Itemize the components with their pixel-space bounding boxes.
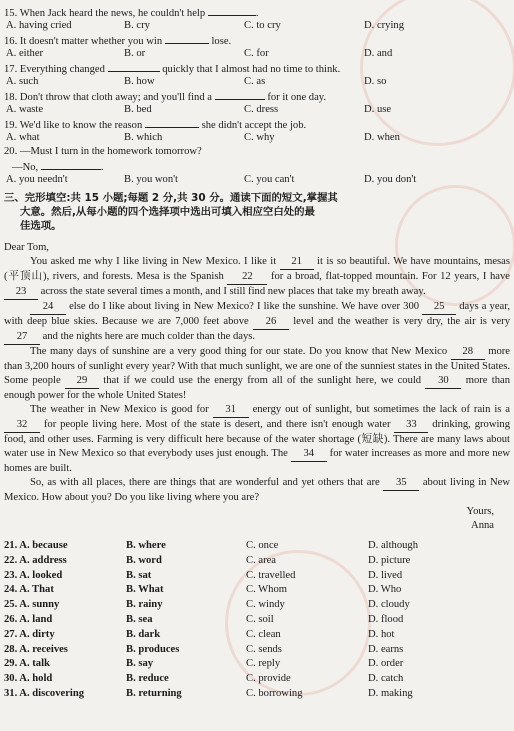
option-row-28: 28. A. receives B. produces C. sends D. earns [4, 643, 404, 655]
answer-blank [41, 159, 101, 170]
question-15: 15. When Jack heard the news, he couldn't help . [4, 5, 510, 19]
paragraph-3: The many days of sunshine are a very good thing for our state. Do you know that New Mexico 28 more than 3,200 hours of sunlight every year? With that much sunlight, we are one of the sunniest states in the United States. Some people 29 that if we could use the energy from all of the sunlight here, we could 30 more than enough power for the whole United States! [4, 346, 511, 401]
letter-closing: Yours, [466, 506, 494, 517]
option-a: A. waste [6, 104, 44, 115]
option-row-29: 29. A. talk B. say C. reply D. order [4, 658, 404, 670]
blank-32: 32 [4, 418, 40, 433]
question-18: 18. Don't throw that cloth away; and you'll find a for it one day. [4, 89, 510, 103]
blank-35: 35 [383, 476, 419, 491]
option-c: C. dress [244, 104, 279, 115]
option-c: C. you can't [244, 174, 295, 185]
section-heading: 三、完形填空:共 15 小题;每题 2 分,共 30 分。通读下面的短文,掌握其 大意。然后,从每小题的四个选择项中选出可填入相应空白处的最 佳选项。 [4, 192, 338, 232]
options-20 [4, 173, 510, 187]
question-16: 16. It doesn't matter whether you win lose. [4, 33, 510, 47]
answer-blank [215, 89, 265, 100]
question-stem: 15. When Jack heard the news, he couldn't help [4, 8, 206, 19]
option-c: C. for [244, 48, 269, 59]
question-20 [4, 145, 510, 159]
option-row-25: 25. A. sunny B. rainy C. windy D. cloudy [4, 599, 410, 611]
option-b: B. bed [124, 104, 152, 115]
options-17 [4, 75, 510, 89]
option-d: D. you don't [364, 174, 417, 185]
blank-26: 26 [253, 315, 289, 330]
question-stem: 19. We'd like to know the reason [4, 120, 143, 131]
cloze-letter [4, 241, 510, 533]
paragraph-4: The weather in New Mexico is good for 31 energy out of sunlight, but sometimes the lack of rain is a 32 for people living here. Most of the state is desert, and there isn't enough water 33 drinking, growing food, and other uses. Farming is very difficult here because of the water shortage (短缺). There are many laws about water use in New Mexico so that everybody uses just enough. The 34 for water increases as more and more new homes are built. [4, 404, 511, 474]
blank-30: 30 [425, 374, 461, 389]
question-stem: 17. Everything changed [4, 64, 105, 75]
exam-page [4, 5, 510, 702]
option-d: D. when [364, 132, 400, 143]
option-row-21: 21. A. because B. where C. once D. although [4, 540, 419, 551]
options-16 [4, 47, 510, 61]
option-a: A. either [6, 48, 44, 59]
answer-blank [208, 5, 256, 16]
option-row-27: 27. A. dirty B. dark C. clean D. hot [4, 628, 395, 640]
option-d: D. so [364, 76, 387, 87]
option-row-22: 22. A. address B. word C. area D. picture [4, 554, 411, 566]
blank-22: 22 [227, 270, 267, 285]
question-19: 19. We'd like to know the reason she didn't accept the job. [4, 117, 510, 131]
options-18 [4, 103, 510, 117]
option-b: B. which [124, 132, 163, 143]
option-a: A. you needn't [6, 174, 68, 185]
blank-31: 31 [213, 403, 249, 418]
blank-33: 33 [394, 418, 428, 433]
option-b: B. cry [124, 20, 150, 31]
option-a: A. such [6, 76, 39, 87]
option-b: B. or [124, 48, 146, 59]
answer-blank [108, 61, 160, 72]
option-row-31: 31. A. discovering B. returning C. borrowing D. making [4, 687, 413, 699]
option-b: B. you won't [124, 174, 178, 185]
option-d: D. and [364, 48, 393, 59]
blank-21: 21 [280, 255, 314, 270]
question-stem: 20. —Must I turn in the homework tomorrow? [4, 146, 202, 157]
question-stem: 18. Don't throw that cloth away; and you'll find a [4, 92, 213, 103]
blank-24: 24 [30, 300, 66, 315]
answer-blank [145, 117, 199, 128]
paragraph-1: You asked me why I like living in New Mexico. I like it 21 it is so beautiful. We have mountains, mesas (平顶山), rivers, and forests. Mesa is the Spanish 22 for a broad, flat-topped mountain. For 12 years, I have 23 across the state several times a month, and I still find new places that take my breath away. [4, 255, 510, 300]
letter-signature: Anna [471, 520, 494, 531]
option-a: A. what [6, 132, 40, 143]
blank-34: 34 [291, 447, 327, 462]
question-20-reply: —No, . [4, 159, 510, 173]
paragraph-5: So, as with all places, there are things that are wonderful and yet others that are 35 about living in New Mexico. How about you? Do you like living where you are? [4, 477, 511, 503]
option-row-24: 24. A. That B. What C. Whom D. Who [4, 584, 402, 596]
option-row-30: 30. A. hold B. reduce C. provide D. catch [4, 673, 404, 685]
paragraph-2: 24 else do I like about living in New Mexico? I like the sunshine. We have over 300 25 days a year, with deep blue skies. Because we are 7,000 feet above 26 level and the weather is very dry, the air is very 27 and the nights here are much colder than the days. [4, 300, 510, 345]
option-c: C. why [244, 132, 275, 143]
option-d: D. use [364, 104, 392, 115]
blank-28: 28 [451, 345, 485, 360]
blank-23: 23 [4, 285, 38, 300]
mc-block [4, 5, 510, 187]
blank-29: 29 [65, 374, 99, 389]
option-row-23: 23. A. looked B. sat C. travelled D. lived [4, 569, 403, 581]
blank-25: 25 [422, 300, 456, 315]
option-a: A. having cried [6, 20, 72, 31]
letter-salutation: Dear Tom, [4, 242, 49, 253]
question-17: 17. Everything changed quickly that I almost had no time to think. [4, 61, 510, 75]
option-c: C. to cry [244, 20, 281, 31]
question-stem: 16. It doesn't matter whether you win [4, 36, 163, 47]
options-15 [4, 19, 510, 33]
option-b: B. how [124, 76, 155, 87]
blank-27: 27 [4, 330, 40, 345]
answer-blank [165, 33, 209, 44]
option-row-26: 26. A. land B. sea C. soil D. flood [4, 613, 404, 625]
option-c: C. as [244, 76, 266, 87]
options-19 [4, 131, 510, 145]
cloze-options [4, 539, 510, 702]
option-d: D. crying [364, 20, 405, 31]
